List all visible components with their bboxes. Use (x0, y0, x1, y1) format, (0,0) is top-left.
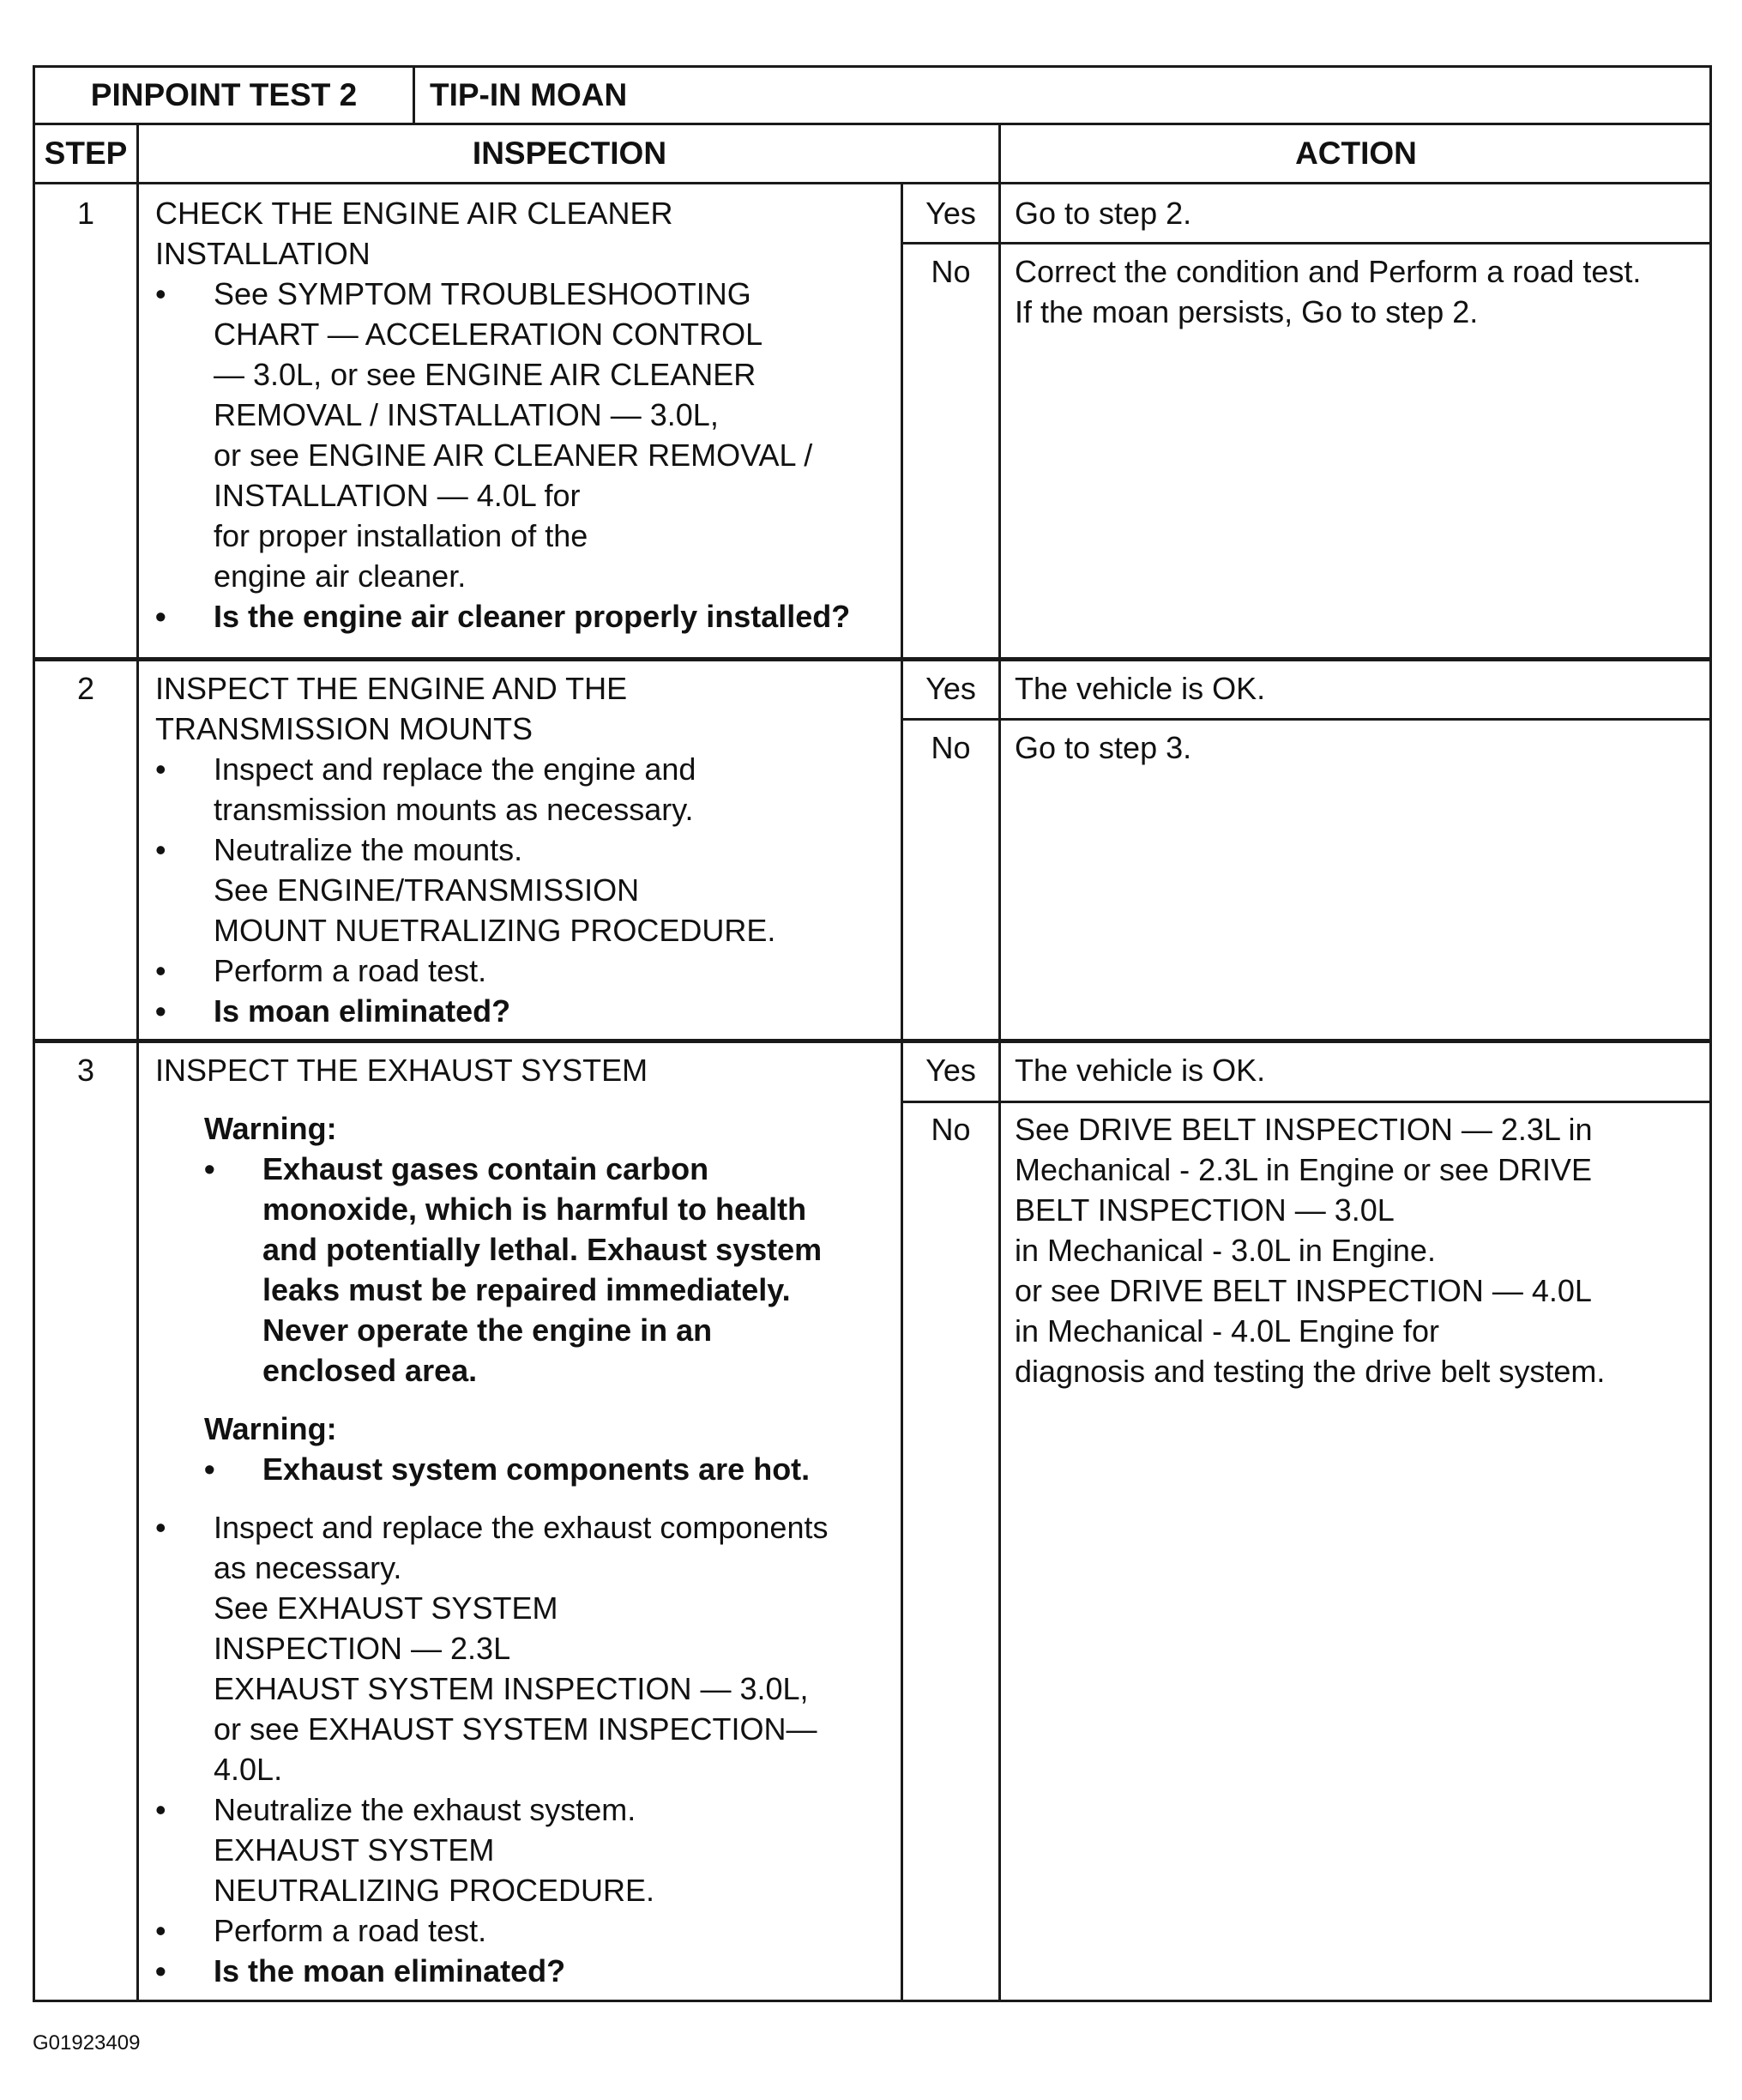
bullet-question (155, 1951, 893, 1991)
no-action-line: If the moan persists, Go to step 2. (1015, 294, 1479, 329)
test-label: PINPOINT TEST 2 (90, 77, 358, 112)
bullet-line: • Perform a road test. (214, 953, 487, 988)
bullet-item (155, 749, 893, 830)
bullet-item (155, 1910, 893, 1951)
bullet-line: 4.0L. (214, 1752, 283, 1787)
bullet-line: See ENGINE/TRANSMISSION (214, 872, 640, 908)
yes-action: Go to step 2. (1015, 196, 1192, 231)
no-action-line: in Mechanical - 3.0L in Engine. (1015, 1233, 1436, 1268)
warning-line: monoxide, which is harmful to health (262, 1192, 807, 1227)
yes-action: The vehicle is OK. (1015, 1053, 1266, 1088)
column-divider (998, 123, 1001, 2002)
no-action-line: Mechanical - 2.3L in Engine or see DRIVE (1015, 1152, 1593, 1187)
step-title-line: TRANSMISSION MOUNTS (155, 711, 533, 746)
header-divider (413, 68, 415, 123)
bullet-line: NEUTRALIZING PROCEDURE. (214, 1873, 655, 1908)
bullet-line: • Neutralize the exhaust system. (214, 1792, 636, 1827)
yes-no-divider (901, 1101, 1709, 1103)
bullet-line: as necessary. (214, 1550, 402, 1585)
bullet-line: EXHAUST SYSTEM INSPECTION — 3.0L, (214, 1671, 809, 1706)
no-action (1015, 727, 1701, 768)
column-header-action: ACTION (1295, 136, 1417, 171)
bullet-line: EXHAUST SYSTEM (214, 1832, 495, 1868)
no-action-line: Go to step 3. (1015, 730, 1192, 765)
step-number: 3 (76, 1053, 95, 1088)
column-header-inspection: INSPECTION (472, 136, 667, 171)
step-3-inspection (155, 1050, 893, 1991)
no-label: No (931, 254, 971, 289)
step-1-inspection (155, 193, 893, 637)
bullet-line: • Inspect and replace the exhaust components (214, 1510, 829, 1545)
yes-label: Yes (925, 1053, 976, 1088)
bullet-line: REMOVAL / INSTALLATION — 3.0L, (214, 397, 719, 432)
yes-no-divider (901, 718, 1709, 721)
bullet-line: or see ENGINE AIR CLEANER REMOVAL / (214, 438, 813, 473)
bullet-line: • Inspect and replace the engine and (214, 751, 696, 787)
bullet-line: See EXHAUST SYSTEM (214, 1590, 558, 1626)
bullet-line: INSTALLATION — 4.0L for (214, 478, 581, 513)
column-divider (901, 184, 903, 2002)
warning-bullet (204, 1149, 893, 1391)
bullet-line: MOUNT NUETRALIZING PROCEDURE. (214, 913, 776, 948)
step-divider (35, 1039, 1709, 1043)
test-name: TIP-IN MOAN (430, 77, 628, 112)
no-action (1015, 1109, 1709, 1391)
step-title-line: INSPECT THE ENGINE AND THE (155, 671, 628, 706)
warning-line: enclosed area. (262, 1353, 478, 1388)
bullet-line: engine air cleaner. (214, 558, 467, 594)
bullet-line: • Is moan eliminated? (214, 993, 511, 1029)
warning-line: • Exhaust system components are hot. (262, 1451, 811, 1487)
no-action-line: in Mechanical - 4.0L Engine for (1015, 1313, 1439, 1349)
row-divider (35, 182, 1709, 184)
bullet-line: • Is the engine air cleaner properly installed? (214, 599, 851, 634)
no-action-line: BELT INSPECTION — 3.0L (1015, 1192, 1395, 1228)
bullet-line: • Is the moan eliminated? (214, 1953, 566, 1988)
step-title (155, 193, 893, 274)
warning-line: • Exhaust gases contain carbon (262, 1151, 709, 1186)
bullet-line: transmission mounts as necessary. (214, 792, 694, 827)
bullet-item (155, 830, 893, 950)
no-action-line: See DRIVE BELT INSPECTION — 2.3L in (1015, 1112, 1593, 1147)
step-title-line: INSTALLATION (155, 236, 371, 271)
bullet-line: • Neutralize the mounts. (214, 832, 523, 867)
yes-no-divider (901, 242, 1709, 244)
no-action (1015, 251, 1709, 332)
yes-label: Yes (925, 671, 976, 706)
pinpoint-test-table (33, 65, 1712, 2002)
step-2-inspection (155, 668, 893, 1031)
bullet-line: or see EXHAUST SYSTEM INSPECTION— (214, 1711, 817, 1747)
no-label: No (931, 730, 971, 765)
warning-line: leaks must be repaired immediately. (262, 1272, 791, 1307)
bullet-line: INSPECTION — 2.3L (214, 1631, 511, 1666)
no-action-line: diagnosis and testing the drive belt system. (1015, 1354, 1606, 1389)
warning-block (155, 1409, 893, 1489)
bullet-item (155, 1507, 893, 1789)
warning-line: Never operate the engine in an (262, 1312, 713, 1348)
yes-action: The vehicle is OK. (1015, 671, 1266, 706)
bullet-line: — 3.0L, or see ENGINE AIR CLEANER (214, 357, 756, 392)
bullet-line: for proper installation of the (214, 518, 588, 553)
no-action-line: or see DRIVE BELT INSPECTION — 4.0L (1015, 1273, 1592, 1308)
step-title-line: CHECK THE ENGINE AIR CLEANER (155, 196, 673, 231)
step-number: 2 (76, 671, 95, 706)
step-title (155, 1050, 893, 1090)
warning-block (155, 1108, 893, 1391)
bullet-item (155, 1789, 893, 1910)
bullet-question (155, 991, 893, 1031)
step-title-line: INSPECT THE EXHAUST SYSTEM (155, 1053, 648, 1088)
bullet-item (155, 950, 893, 991)
warning-label: Warning: (204, 1411, 337, 1446)
column-header-step: STEP (44, 136, 128, 171)
step-number: 1 (76, 196, 95, 231)
bullet-line: • See SYMPTOM TROUBLESHOOTING (214, 276, 751, 311)
warning-line: and potentially lethal. Exhaust system (262, 1232, 823, 1267)
no-label: No (931, 1112, 971, 1147)
warning-label: Warning: (204, 1111, 337, 1146)
bullet-line: • Perform a road test. (214, 1913, 487, 1948)
bullet-line: CHART — ACCELERATION CONTROL (214, 317, 763, 352)
yes-label: Yes (925, 196, 976, 231)
no-action-line: Correct the condition and Perform a road test. (1015, 254, 1642, 289)
column-divider (136, 123, 139, 2002)
bullet-question (155, 596, 893, 637)
bullet-item (155, 274, 893, 596)
warning-bullet (204, 1449, 893, 1489)
figure-id: G01923409 (33, 2031, 141, 2055)
step-divider (35, 657, 1709, 661)
step-title (155, 668, 893, 749)
